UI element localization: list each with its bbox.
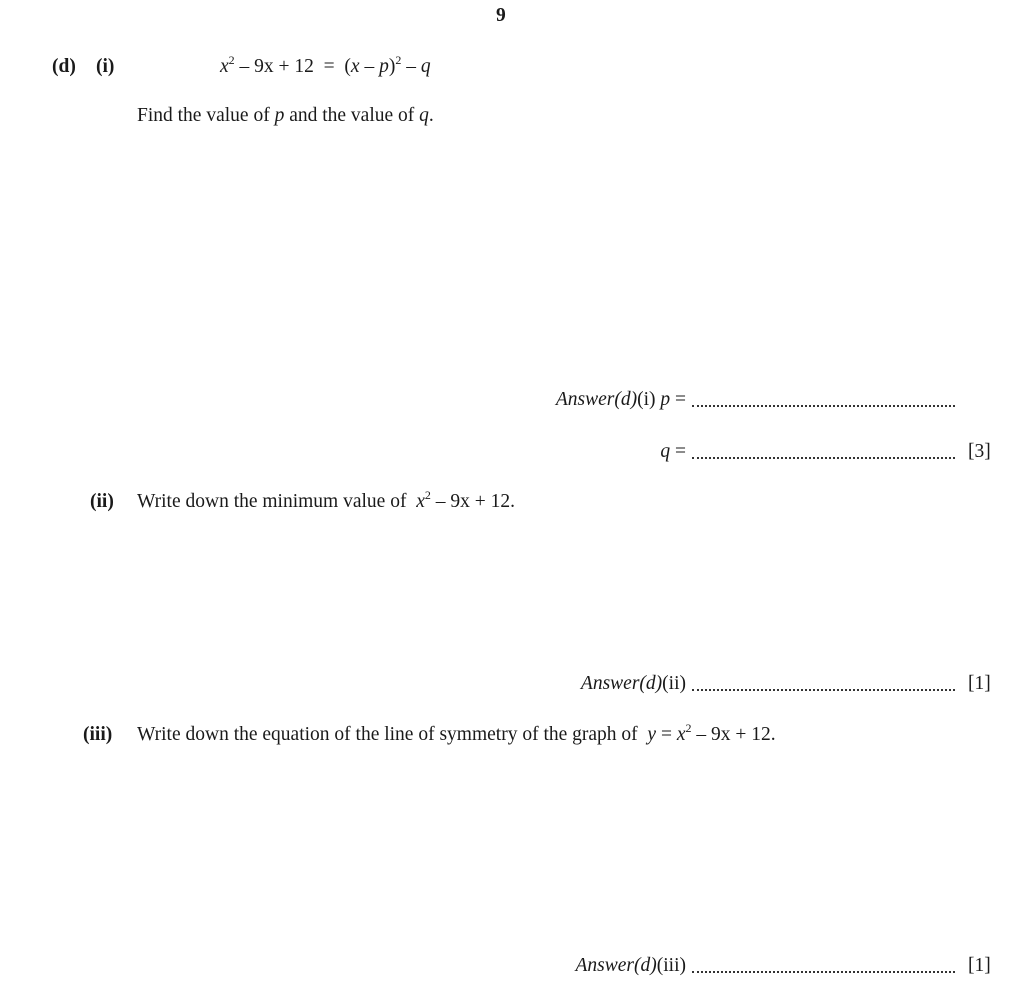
part-ii-label: (ii) [90,491,114,512]
eq-tail: – [401,56,421,77]
question-ii [137,490,515,514]
expr-rest: – 9x + 12. [691,724,776,745]
q-mid: and the value of [284,105,420,126]
q-p: p [274,105,285,126]
equals: = [670,441,686,462]
marks-i: [3] [968,441,991,462]
eq-p: p [379,56,389,77]
equals: = [670,389,686,410]
eq-lhs: – 9x + 12 = ( [234,56,351,77]
eq-x: x [220,56,229,77]
part-i-label: (i) [96,56,115,77]
answer-i-p-label [556,388,686,412]
answer-sub: (iii) [656,955,686,976]
eq-sq: 2 [228,53,235,67]
q-q: q [419,105,429,126]
answer-iii-field[interactable] [692,971,955,973]
answer-i-q-field[interactable] [692,457,955,459]
marks-iii: [1] [968,955,991,976]
question-i [137,104,434,128]
part-iii-label: (iii) [83,724,113,745]
eq-close: ) [388,56,396,77]
q-text: Write down the equation of the line of symmetry of the graph of [137,724,643,745]
answer-sub: (i) [637,389,661,410]
equation [220,55,431,79]
answer-iii-label [576,954,687,978]
eq-q: q [420,56,431,77]
page-number: 9 [496,5,506,26]
answer-label: Answer(d) [580,673,663,694]
expr-x: x [416,491,425,512]
answer-label: Answer(d) [575,955,657,976]
q-var: q [660,441,671,462]
answer-i-q-label [660,440,686,464]
q-pre: Find the value of [137,105,275,126]
expr-sq: 2 [424,488,431,502]
answer-i-p-field[interactable] [692,405,955,407]
expr-x: x [676,724,686,745]
expr-rest: – 9x + 12. [430,491,515,512]
p-var: p [660,389,671,410]
answer-label: Answer(d) [555,389,638,410]
part-d-label: (d) [52,56,76,77]
marks-ii: [1] [968,673,991,694]
expr-y: y [647,724,657,745]
expr-eq: = [656,724,677,745]
eq-sq2: 2 [395,53,402,67]
answer-ii-label [581,672,686,696]
answer-sub: (ii) [662,673,686,694]
question-iii [137,723,776,747]
eq-x2: x [350,56,360,77]
expr-sq: 2 [685,721,692,735]
answer-ii-field[interactable] [692,689,955,691]
q-end: . [428,105,434,126]
q-text: Write down the minimum value of [137,491,412,512]
eq-minus: – [359,56,380,77]
